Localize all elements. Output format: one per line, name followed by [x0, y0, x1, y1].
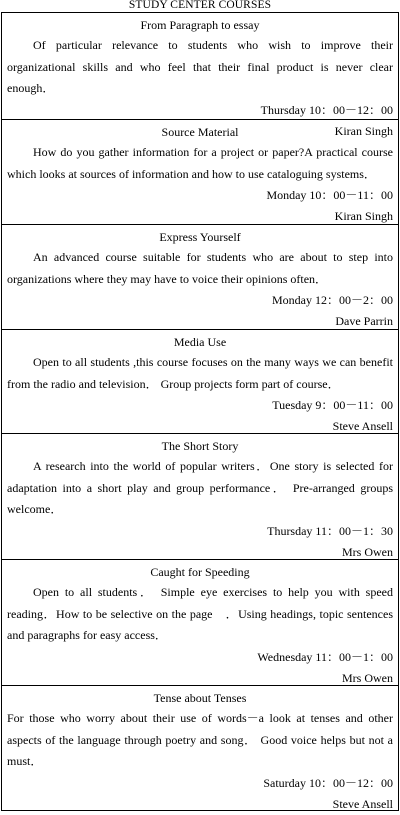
- course-description: A research into the world of popular writers．One story is selected for adaptation into a short play and group performance． Pre-arranged groups welcome．: [7, 459, 393, 516]
- course-title: Caught for Speeding: [150, 565, 250, 579]
- course-time: Saturday 10：00－12：00: [263, 775, 393, 790]
- course-block: [2, 559, 398, 685]
- course-description: Open to all students． Simple eye exercises to help you with speed reading．How to be selective on the page ．Using headings, topic sentences and paragraphs for easy access．: [7, 585, 393, 642]
- course-description: Of particular relevance to students who wish to improve their organizational skills and who feel that their final product is never clear enough．: [7, 38, 393, 95]
- course-time: Monday 12：00－2：00: [272, 293, 393, 307]
- course-description: For those who worry about their use of words－a look at tenses and other aspects of the language through poetry and song． Good voice helps but not a must．: [7, 711, 393, 768]
- course-time: Thursday 10：00－12：00: [260, 102, 393, 117]
- course-description: An advanced course suitable for students who are about to step into organizations where they may have to voice their opinions often．: [7, 250, 393, 286]
- course-title: Media Use: [173, 335, 227, 349]
- course-title: The Short Story: [161, 439, 239, 453]
- course-tutor: Kiran Singh: [334, 123, 393, 138]
- course-title: Tense about Tenses: [153, 691, 247, 705]
- document-title: STUDY CENTER COURSES: [128, 0, 272, 11]
- course-title: Express Yourself: [159, 230, 241, 244]
- course-title: From Paragraph to essay: [140, 18, 260, 32]
- course-block: [2, 685, 398, 810]
- course-tutor: Mrs Owen: [342, 544, 393, 559]
- course-block: [2, 224, 398, 329]
- course-description: How do you gather information for a project or paper?A practical course which looks at sources of information and how to use cataloguing systems．: [7, 145, 393, 181]
- course-tutor: Kiran Singh: [334, 209, 393, 223]
- course-tutor: Mrs Owen: [342, 670, 393, 685]
- course-block: [2, 433, 398, 559]
- course-tutor: Dave Parrin: [335, 314, 393, 328]
- course-title: Source Material: [161, 125, 239, 139]
- course-time: Tuesday 9：00－11：00: [272, 398, 393, 412]
- course-tutor: Steve Ansell: [332, 796, 393, 811]
- course-time: Wednesday 11：00－1：00: [257, 649, 393, 664]
- course-block: [2, 329, 398, 433]
- course-time: Monday 10：00－11：00: [266, 188, 393, 202]
- course-description: Open to all students ,this course focuses on the many ways we can benefit from the radio and television． Group projects form part of course．: [7, 355, 393, 391]
- course-time: Thursday 11：00－1：30: [267, 523, 393, 538]
- course-tutor: Steve Ansell: [332, 419, 393, 433]
- course-table: [1, 12, 399, 811]
